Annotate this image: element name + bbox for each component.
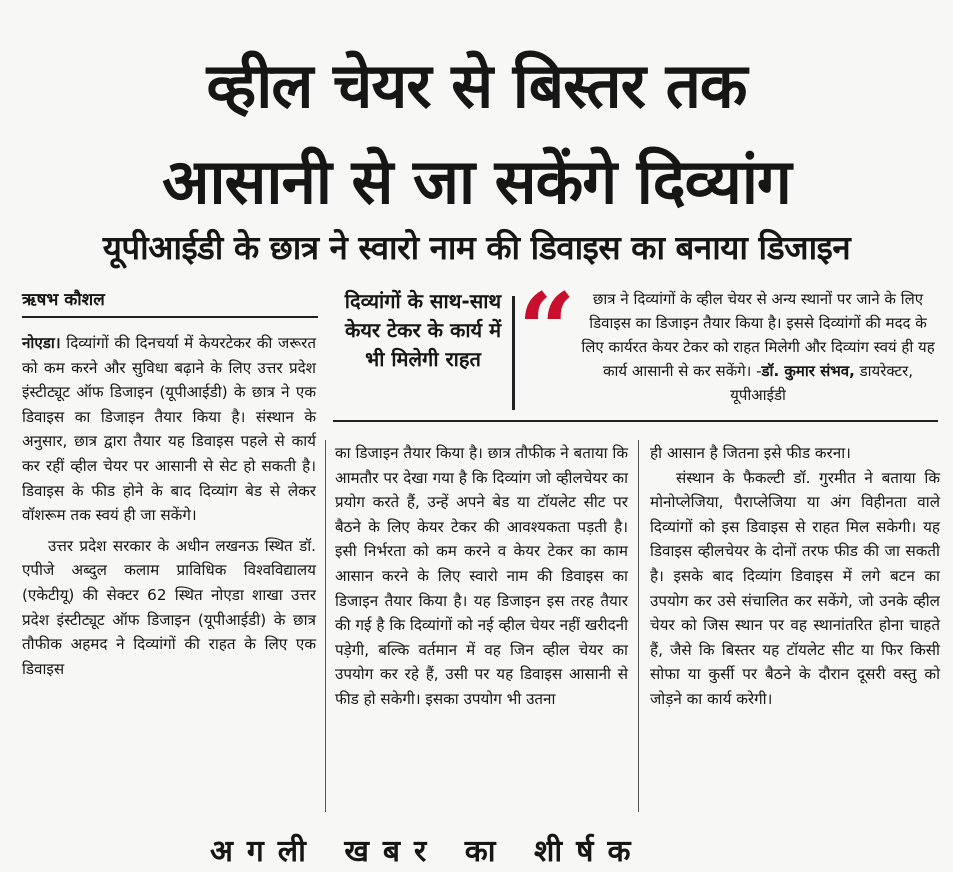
quote-box	[578, 287, 938, 407]
headline-line-1: व्हील चेयर से बिस्तर तक	[206, 49, 747, 122]
quote-rule	[333, 420, 938, 422]
article-paragraph	[22, 331, 316, 528]
next-article-cut-headline	[0, 826, 953, 869]
subheadline: यूपीआईडी के छात्र ने स्वारो नाम की डिवाइस का बनाया डिजाइन	[102, 228, 851, 267]
column-divider	[638, 440, 639, 812]
pullout-text: दिव्यांगों के साथ-साथ केयर टेकर के कार्य में भी मिलेगी राहत	[344, 289, 502, 371]
byline-rule	[22, 316, 318, 318]
quote-author: डॉ. कुमार संभव,	[761, 362, 855, 380]
article-paragraph: ही आसान है जितना इसे फीड करना।	[650, 444, 851, 462]
quote-mark-icon: “	[518, 271, 576, 389]
cut-headline-text: अगली खबर का शीर्षक	[210, 834, 645, 869]
article-paragraph: का डिजाइन तैयार किया है। छात्र तौफीक ने बताया कि आमतौर पर देखा गया है कि दिव्यांग जो व्हीलचेयर का प्रयोग करते हैं, उन्हें अपने बेड या टॉयलेट सीट पर बैठने के लिए केयर टेकर की आवश्यकता पड़ती है। इसी निर्भरता को कम करने व केयर टेकर का काम आसान करने के लिए स्वारो नाम की डिवाइस का डिजाइन तैयार किया है। यह डिजाइन इस तरह तैयार की गई है कि दिव्यांगों को नई व्हील चेयर नहीं खरीदनी पड़ेगी, बल्कि वर्तमान में वह जिन व्हील चेयर का उपयोग कर रहे हैं, उसी पर यह डिवाइस आसानी से फीड हो सकेगी। इसका उपयोग भी उतना	[335, 444, 628, 708]
article-column-3	[650, 441, 940, 712]
quote-divider	[512, 296, 515, 410]
article-paragraph: संस्थान के फैकल्टी डॉ. गुरमीत ने बताया कि मोनोप्लेजिया, पैराप्लेजिया या अंग विहीनता वाले दिव्यांगों को इस डिवाइस से राहत मिल सकेगी। यह डिवाइस व्हीलचेयर के दोनों तरफ फीड की जा सकती है। इसके बाद दिव्यांग डिवाइस में लगे बटन का उपयोग कर उसे संचालित कर सकेंगे, जो उनके व्हील चेयर को जिस स्थान पर वह स्थानांतरित होना चाहते हैं, जैसे कि बिस्तर यह टॉयलेट सीट या फिर किसी सोफा या कुर्सी पर बैठने के दौरान दूसरी वस्तु को जोड़ने का कार्य करेगी।	[650, 468, 940, 708]
paragraph-text: दिव्यांगों की दिनचर्या में केयरटेकर की जरूरत को कम करने और सुविधा बढ़ाने के लिए उत्तर प्रदेश इंस्टीट्यूट ऑफ डिजाइन (यूपीआईडी) के छात्र ने एक डिवाइस का डिजाइन तैयार किया है। संस्थान के अनुसार, छात्र द्वारा तैयार यह डिवाइस पहले से कार्य कर रहीं व्हील चेयर पर आसानी से सेट हो सकती है। डिवाइस के फीड होने के बाद दिव्यांग बेड से लेकर वॉशरूम तक स्वयं ही जा सकेंगे।	[22, 334, 316, 525]
byline: ऋषभ कौशल	[22, 290, 105, 310]
article-column-1	[22, 331, 316, 681]
column-divider	[325, 440, 326, 812]
headline-line-2: आसानी से जा सकेंगे दिव्यांग	[162, 145, 791, 218]
quote-designation: डायरेक्टर, यूपीआईडी	[730, 362, 913, 404]
quote-text: छात्र ने दिव्यांगों के व्हील चेयर से अन्य स्थानों पर जाने के लिए डिवाइस का डिजाइन तैयार किया है। इससे दिव्यांगों की मदद के लिए कार्यरत केयर टेकर को राहत मिलेगी और दिव्यांग स्वयं ही यह कार्य आसानी से कर सकेंगे। -	[581, 290, 935, 380]
article-column-2	[335, 441, 628, 712]
dateline: नोएडा।	[22, 334, 61, 352]
article-paragraph: उत्तर प्रदेश सरकार के अधीन लखनऊ स्थित डॉ. एपीजे अब्दुल कलाम प्राविधिक विश्वविद्यालय (एकेटीयू) की सेक्टर 62 स्थित नोएडा शाखा उत्तर प्रदेश इंस्टीट्यूट ऑफ डिजाइन (यूपीआईडी) के छात्र तौफीक अहमद ने दिव्यांगों की राहत के लिए एक डिवाइस	[22, 536, 316, 678]
